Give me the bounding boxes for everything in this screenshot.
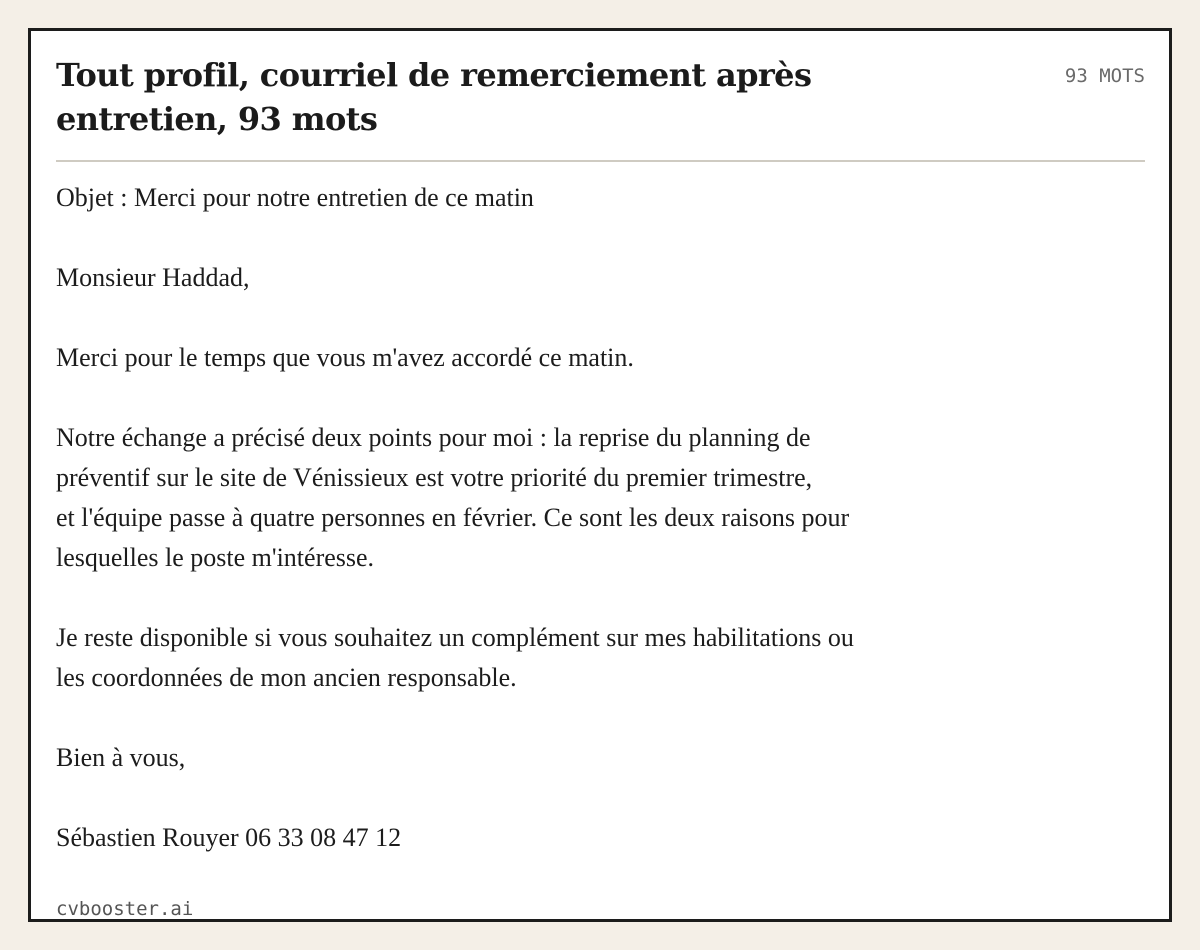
blank-line — [56, 298, 1056, 338]
email-paragraph-3-line: les coordonnées de mon ancien responsable. — [56, 663, 517, 692]
blank-line — [56, 778, 1056, 818]
email-body — [56, 178, 1056, 858]
email-paragraph-1: Merci pour le temps que vous m'avez accordé ce matin. — [56, 343, 634, 372]
blank-line — [56, 378, 1056, 418]
email-closing: Bien à vous, — [56, 743, 186, 772]
email-paragraph-2-line: Notre échange a précisé deux points pour moi : la reprise du planning de — [56, 423, 811, 452]
word-count-badge: 93 MOTS — [1064, 65, 1145, 87]
email-paragraph-2-line: préventif sur le site de Vénissieux est votre priorité du premier trimestre, — [56, 463, 813, 492]
email-subject: Objet : Merci pour notre entretien de ce matin — [56, 183, 534, 212]
card-title: Tout profil, courriel de remerciement après entretien, 93 mots — [56, 56, 812, 138]
blank-line — [56, 698, 1056, 738]
email-salutation: Monsieur Haddad, — [56, 263, 250, 292]
email-paragraph-2-line: lesquelles le poste m'intéresse. — [56, 543, 375, 572]
email-template-card — [28, 28, 1172, 922]
email-paragraph-2-line: et l'équipe passe à quatre personnes en février. Ce sont les deux raisons pour — [56, 503, 850, 532]
card-header — [56, 53, 1145, 163]
brand-watermark: cvbooster.ai — [56, 898, 194, 920]
blank-line — [56, 218, 1056, 258]
header-divider — [56, 160, 1145, 162]
email-signature: Sébastien Rouyer 06 33 08 47 12 — [56, 823, 402, 852]
blank-line — [56, 578, 1056, 618]
email-paragraph-3-line: Je reste disponible si vous souhaitez un complément sur mes habilitations ou — [56, 623, 854, 652]
